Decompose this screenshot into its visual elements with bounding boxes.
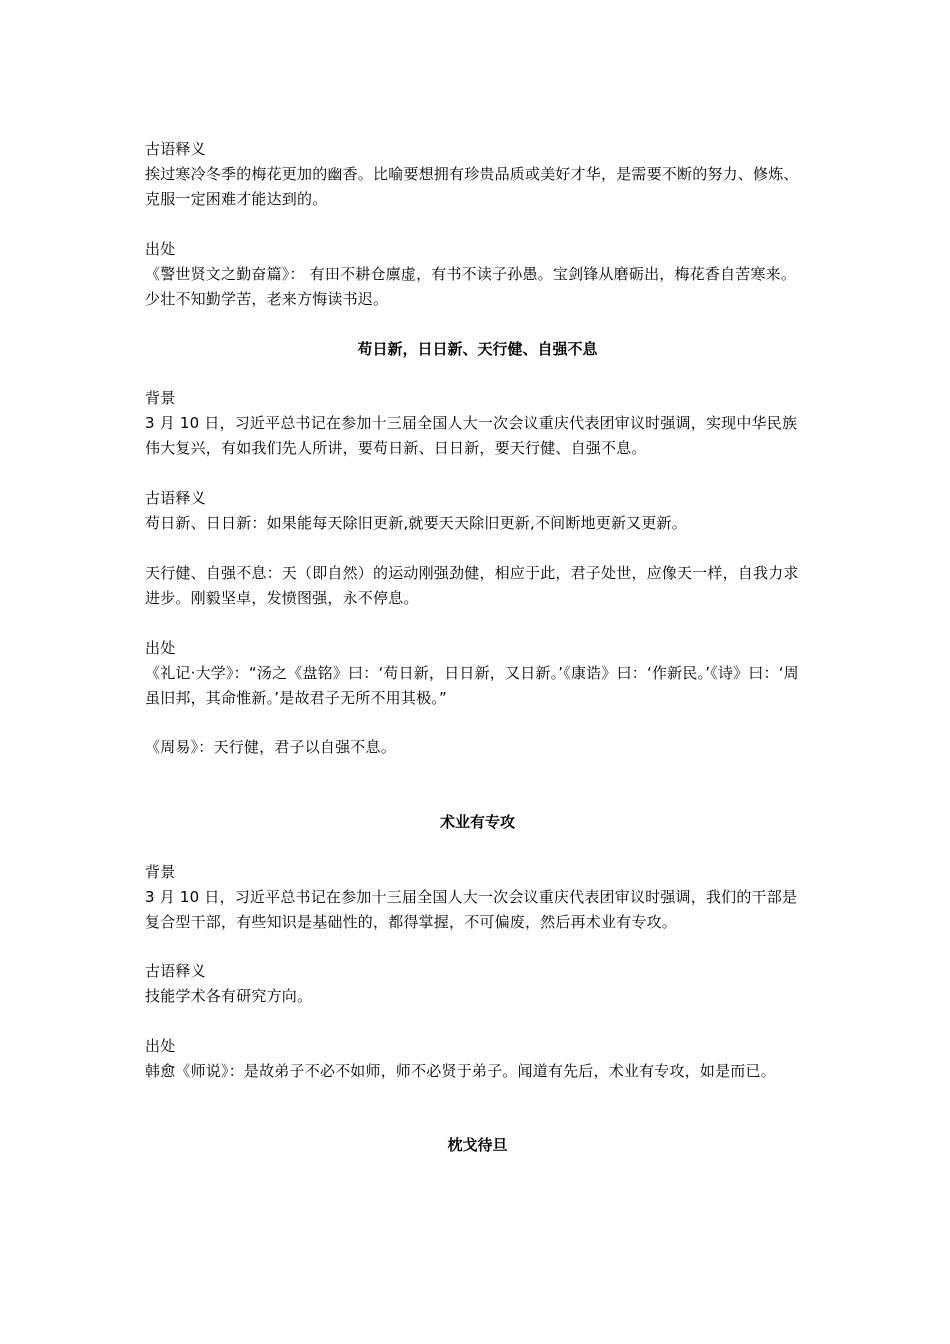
s3-meaning-label: 古语释义 bbox=[145, 962, 206, 980]
s2-source-text-2: 《周易》：天行健，君子以自强不息。 bbox=[145, 738, 396, 756]
s3-source-text: 韩愈《师说》：是故弟子不必不如师，师不必贤于弟子。闻道有先后，术业有专攻，如是而已。 bbox=[145, 1062, 776, 1080]
s2-meaning-text-2: 天行健、自强不息：天（即自然）的运动刚强劲健，相应于此，君子处世，应像天一样，自我力求进步。刚毅坚卓，发愤图强，永不停息。 bbox=[145, 564, 799, 607]
s2-background-label: 背景 bbox=[145, 389, 176, 407]
s3-background-label: 背景 bbox=[145, 863, 176, 881]
s2-source-text-1: 《礼记·大学》：“汤之《盘铭》曰：‘苟日新，日日新，又日新。’《康诰》曰：‘作新民。’《诗》曰：‘周虽旧邦，其命惟新。’是故君子无所不用其极。” bbox=[145, 664, 799, 707]
s2-background-text: 3 月 10 日，习近平总书记在参加十三届全国人大一次会议重庆代表团审议时强调，实现中华民族伟大复兴，有如我们先人所讲，要苟日新、日日新，要天行健、自强不息。 bbox=[145, 414, 798, 457]
s2-meaning-label: 古语释义 bbox=[145, 489, 206, 507]
s1-source-text: 《警世贤文之勤奋篇》： 有田不耕仓廪虚，有书不读子孙愚。宝剑锋从磨砺出，梅花香自苦寒来。少壮不知勤学苦，老来方悔读书迟。 bbox=[145, 265, 797, 308]
s2-source-label: 出处 bbox=[145, 639, 176, 657]
s2-meaning-text-1: 苟日新、日日新：如果能每天除旧更新,就要天天除旧更新,不间断地更新又更新。 bbox=[145, 514, 687, 532]
s3-background-text: 3 月 10 日，习近平总书记在参加十三届全国人大一次会议重庆代表团审议时强调，我们的干部是复合型干部，有些知识是基础性的，都得掌握，不可偏废，然后再术业有专攻。 bbox=[145, 888, 798, 931]
s3-source-label: 出处 bbox=[145, 1037, 176, 1055]
s3-meaning-text: 技能学术各有研究方向。 bbox=[145, 987, 313, 1005]
s1-source-label: 出处 bbox=[145, 240, 176, 258]
s4-title: 枕戈待旦 bbox=[447, 1136, 508, 1154]
s1-meaning-label: 古语释义 bbox=[145, 140, 206, 158]
s2-title: 苟日新，日日新、天行健、自强不息 bbox=[357, 340, 598, 358]
s1-meaning-text: 挨过寒冷冬季的梅花更加的幽香。比喻要想拥有珍贵品质或美好才华，是需要不断的努力、修炼、克服一定困难才能达到的。 bbox=[145, 165, 799, 208]
s3-title: 术业有专攻 bbox=[439, 813, 515, 831]
